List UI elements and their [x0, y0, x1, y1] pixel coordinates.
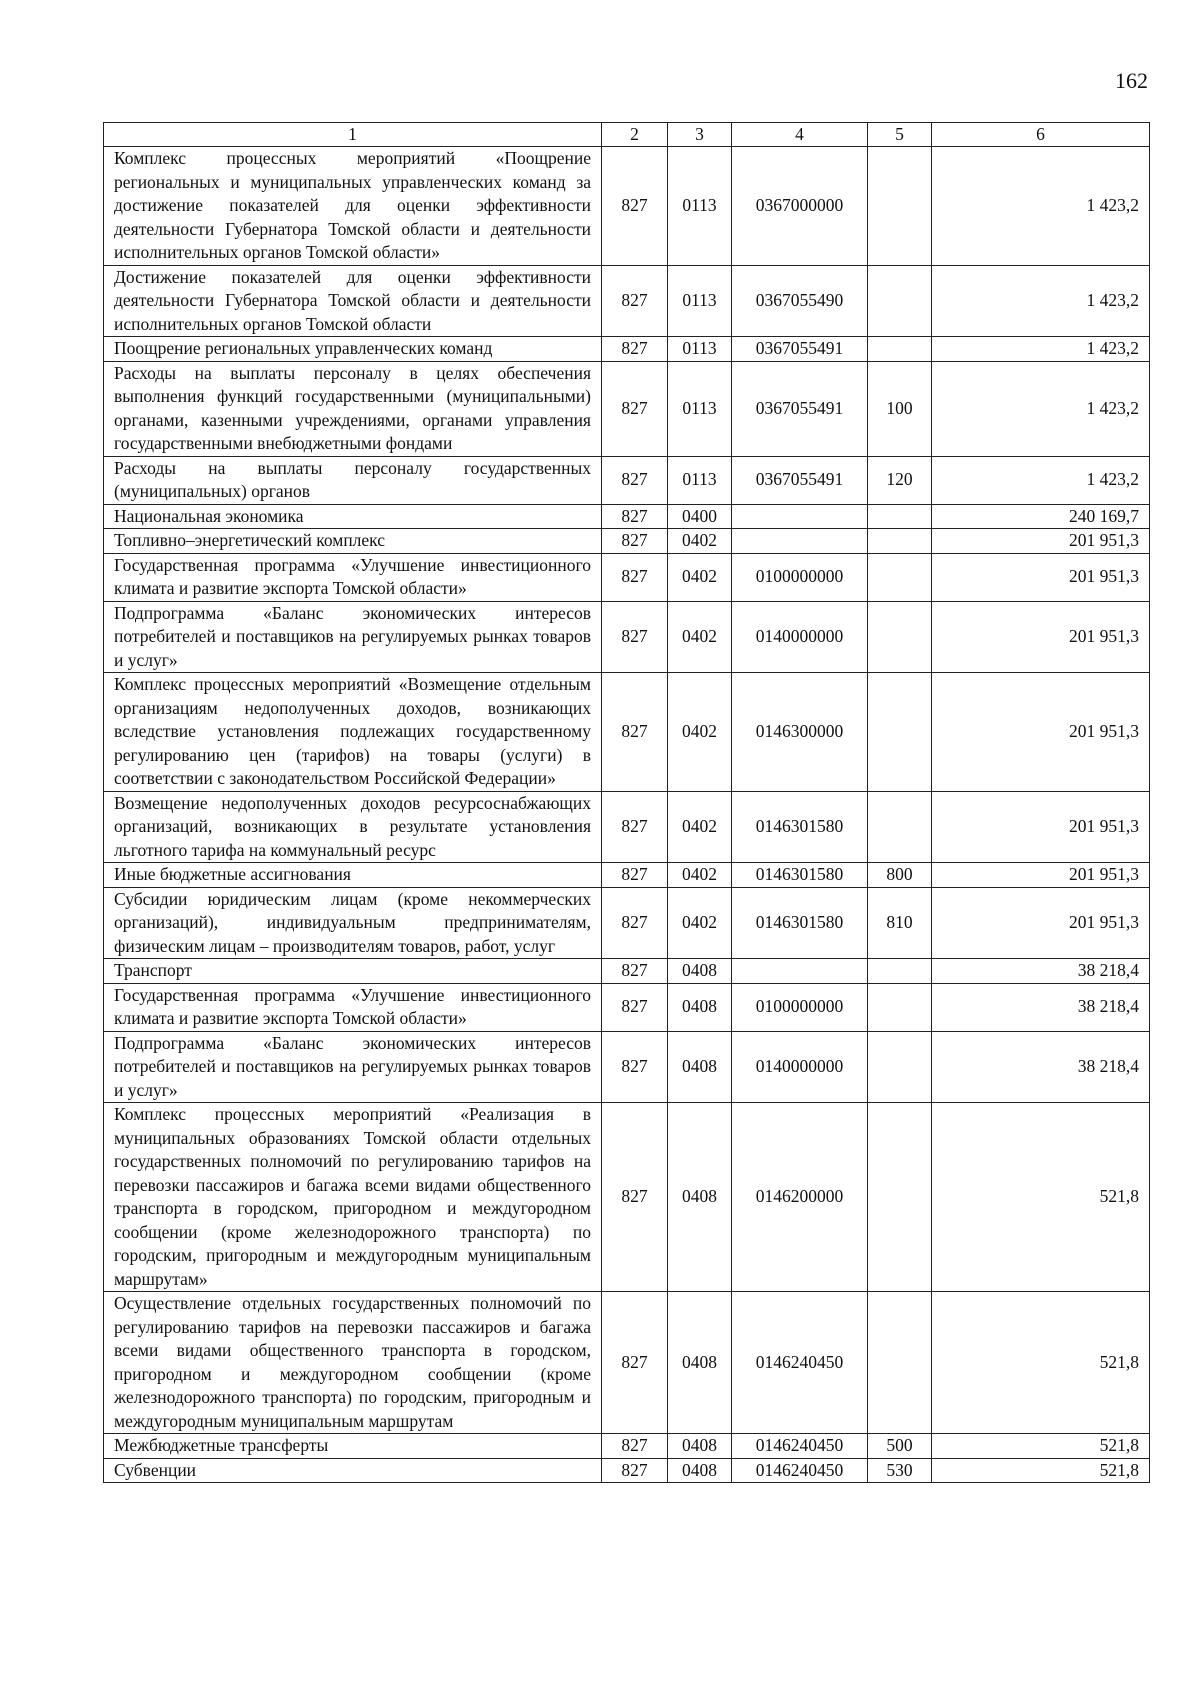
row-expense-type-code: [868, 1031, 932, 1103]
row-target-code: 0367055491: [732, 337, 868, 362]
row-section-code: 0408: [668, 959, 732, 984]
row-description: Достижение показателей для оценки эффективности деятельности Губернатора Томской области и деятельности исполнительных органов Томской области: [104, 265, 602, 337]
row-section-code: 0113: [668, 265, 732, 337]
row-department-code: 827: [602, 1434, 668, 1459]
row-amount: 201 951,3: [932, 601, 1150, 673]
page-number: 162: [1115, 68, 1148, 93]
table-row: [104, 265, 1150, 337]
row-description: Иные бюджетные ассигнования: [104, 863, 602, 888]
row-amount: 1 423,2: [932, 147, 1150, 266]
row-department-code: 827: [602, 1031, 668, 1103]
row-section-code: 0400: [668, 504, 732, 529]
row-description: Государственная программа «Улучшение инвестиционного климата и развитие экспорта Томской области»: [104, 553, 602, 601]
row-section-code: 0402: [668, 863, 732, 888]
row-description: Расходы на выплаты персоналу государственных (муниципальных) органов: [104, 456, 602, 504]
row-amount: 240 169,7: [932, 504, 1150, 529]
row-section-code: 0402: [668, 791, 732, 863]
table-row: [104, 1031, 1150, 1103]
row-department-code: 827: [602, 791, 668, 863]
row-expense-type-code: [868, 504, 932, 529]
table-body: [104, 147, 1150, 1483]
row-amount: 1 423,2: [932, 361, 1150, 456]
row-department-code: 827: [602, 529, 668, 554]
row-description: Комплекс процессных мероприятий «Поощрение региональных и муниципальных управленческих команд за достижение показателей для оценки эффективности деятельности Губернатора Томской области и деятельности исполнительных органов Томской области»: [104, 147, 602, 266]
row-description: Комплекс процессных мероприятий «Возмещение отдельным организациям недополученных доходов, возникающих вследствие установления подлежащих государственному регулированию цен (тарифов) на товары (услуги) в соответствии с законодательством Российской Федерации»: [104, 673, 602, 792]
row-section-code: 0113: [668, 147, 732, 266]
table-row: [104, 1103, 1150, 1292]
row-section-code: 0402: [668, 529, 732, 554]
row-amount: 521,8: [932, 1292, 1150, 1434]
row-description: Подпрограмма «Баланс экономических интересов потребителей и поставщиков на регулируемых рынках товаров и услуг»: [104, 1031, 602, 1103]
row-section-code: 0402: [668, 673, 732, 792]
table-row: [104, 791, 1150, 863]
row-section-code: 0408: [668, 1292, 732, 1434]
row-target-code: 0367055490: [732, 265, 868, 337]
table-row: [104, 673, 1150, 792]
row-amount: 201 951,3: [932, 863, 1150, 888]
table-row: [104, 887, 1150, 959]
row-target-code: 0367055491: [732, 456, 868, 504]
row-target-code: 0146240450: [732, 1292, 868, 1434]
row-section-code: 0113: [668, 361, 732, 456]
row-expense-type-code: [868, 791, 932, 863]
row-description: Государственная программа «Улучшение инвестиционного климата и развитие экспорта Томской области»: [104, 983, 602, 1031]
row-target-code: 0146240450: [732, 1434, 868, 1459]
row-department-code: 827: [602, 265, 668, 337]
row-description: Осуществление отдельных государственных полномочий по регулированию тарифов на перевозки пассажиров и багажа всеми видами общественного транспорта в городском, пригородном и междугородном сообщении (кроме железнодорожного транспорта) по городским, пригородным и междугородным муниципальным маршрутам: [104, 1292, 602, 1434]
row-amount: 201 951,3: [932, 887, 1150, 959]
table-header-row: [104, 123, 1150, 147]
header-cell: 4: [732, 123, 868, 147]
row-description: Транспорт: [104, 959, 602, 984]
row-description: Расходы на выплаты персоналу в целях обеспечения выполнения функций государственными (муниципальными) органами, казенными учреждениями, органами управления государственными внебюджетными фондами: [104, 361, 602, 456]
header-cell: 6: [932, 123, 1150, 147]
row-target-code: 0100000000: [732, 553, 868, 601]
table-row: [104, 1458, 1150, 1483]
row-expense-type-code: 810: [868, 887, 932, 959]
table-row: [104, 147, 1150, 266]
row-amount: 38 218,4: [932, 1031, 1150, 1103]
table-row: [104, 553, 1150, 601]
row-department-code: 827: [602, 673, 668, 792]
row-target-code: 0367055491: [732, 361, 868, 456]
row-expense-type-code: 530: [868, 1458, 932, 1483]
row-target-code: 0146300000: [732, 673, 868, 792]
table-row: [104, 601, 1150, 673]
table-row: [104, 504, 1150, 529]
row-department-code: 827: [602, 863, 668, 888]
row-amount: 38 218,4: [932, 983, 1150, 1031]
table-row: [104, 959, 1150, 984]
table-row: [104, 456, 1150, 504]
row-expense-type-code: [868, 673, 932, 792]
row-amount: 201 951,3: [932, 553, 1150, 601]
row-section-code: 0402: [668, 553, 732, 601]
row-department-code: 827: [602, 553, 668, 601]
row-expense-type-code: 100: [868, 361, 932, 456]
row-description: Субвенции: [104, 1458, 602, 1483]
row-section-code: 0402: [668, 887, 732, 959]
row-description: Подпрограмма «Баланс экономических интересов потребителей и поставщиков на регулируемых рынках товаров и услуг»: [104, 601, 602, 673]
row-department-code: 827: [602, 337, 668, 362]
row-target-code: 0146301580: [732, 863, 868, 888]
row-department-code: 827: [602, 456, 668, 504]
row-description: Межбюджетные трансферты: [104, 1434, 602, 1459]
row-description: Комплекс процессных мероприятий «Реализация в муниципальных образованиях Томской области отдельных государственных полномочий по регулированию тарифов на перевозки пассажиров и багажа всеми видами общественного транспорта в городском, пригородном и междугородном сообщении (кроме железнодорожного транспорта) по городским, пригородным и междугородным муниципальным маршрутам»: [104, 1103, 602, 1292]
row-section-code: 0408: [668, 1434, 732, 1459]
row-amount: 1 423,2: [932, 456, 1150, 504]
row-section-code: 0402: [668, 601, 732, 673]
row-description: Национальная экономика: [104, 504, 602, 529]
row-expense-type-code: [868, 1292, 932, 1434]
row-target-code: 0140000000: [732, 601, 868, 673]
row-target-code: 0140000000: [732, 1031, 868, 1103]
row-target-code: [732, 529, 868, 554]
row-amount: 1 423,2: [932, 337, 1150, 362]
row-target-code: 0146240450: [732, 1458, 868, 1483]
row-expense-type-code: [868, 601, 932, 673]
header-cell: 1: [104, 123, 602, 147]
row-target-code: 0146200000: [732, 1103, 868, 1292]
row-target-code: [732, 959, 868, 984]
row-department-code: 827: [602, 504, 668, 529]
row-expense-type-code: 500: [868, 1434, 932, 1459]
table-row: [104, 983, 1150, 1031]
row-amount: 201 951,3: [932, 673, 1150, 792]
table-row: [104, 1292, 1150, 1434]
row-target-code: [732, 504, 868, 529]
row-expense-type-code: [868, 529, 932, 554]
table-row: [104, 529, 1150, 554]
row-target-code: 0146301580: [732, 791, 868, 863]
row-section-code: 0113: [668, 337, 732, 362]
row-amount: 38 218,4: [932, 959, 1150, 984]
row-amount: 521,8: [932, 1458, 1150, 1483]
row-amount: 521,8: [932, 1434, 1150, 1459]
row-target-code: 0367000000: [732, 147, 868, 266]
row-department-code: 827: [602, 601, 668, 673]
row-description: Топливно–энергетический комплекс: [104, 529, 602, 554]
header-cell: 3: [668, 123, 732, 147]
table-row: [104, 361, 1150, 456]
row-expense-type-code: [868, 147, 932, 266]
row-department-code: 827: [602, 959, 668, 984]
row-department-code: 827: [602, 983, 668, 1031]
row-expense-type-code: 800: [868, 863, 932, 888]
row-description: Субсидии юридическим лицам (кроме некоммерческих организаций), индивидуальным предпринимателям, физическим лицам – производителям товаров, работ, услуг: [104, 887, 602, 959]
row-amount: 201 951,3: [932, 791, 1150, 863]
row-amount: 1 423,2: [932, 265, 1150, 337]
row-department-code: 827: [602, 1458, 668, 1483]
row-expense-type-code: [868, 983, 932, 1031]
row-department-code: 827: [602, 361, 668, 456]
row-target-code: 0100000000: [732, 983, 868, 1031]
row-expense-type-code: [868, 265, 932, 337]
row-expense-type-code: [868, 553, 932, 601]
row-section-code: 0408: [668, 1103, 732, 1292]
header-cell: 2: [602, 123, 668, 147]
row-amount: 201 951,3: [932, 529, 1150, 554]
row-description: Поощрение региональных управленческих команд: [104, 337, 602, 362]
budget-table: [103, 122, 1150, 1483]
table-row: [104, 337, 1150, 362]
row-department-code: 827: [602, 1292, 668, 1434]
table-row: [104, 863, 1150, 888]
row-amount: 521,8: [932, 1103, 1150, 1292]
header-cell: 5: [868, 123, 932, 147]
row-department-code: 827: [602, 1103, 668, 1292]
row-expense-type-code: 120: [868, 456, 932, 504]
row-department-code: 827: [602, 147, 668, 266]
row-expense-type-code: [868, 959, 932, 984]
row-section-code: 0408: [668, 1031, 732, 1103]
row-section-code: 0408: [668, 1458, 732, 1483]
row-target-code: 0146301580: [732, 887, 868, 959]
row-expense-type-code: [868, 337, 932, 362]
row-expense-type-code: [868, 1103, 932, 1292]
row-department-code: 827: [602, 887, 668, 959]
row-description: Возмещение недополученных доходов ресурсоснабжающих организаций, возникающих в результате установления льготного тарифа на коммунальный ресурс: [104, 791, 602, 863]
table-row: [104, 1434, 1150, 1459]
row-section-code: 0408: [668, 983, 732, 1031]
row-section-code: 0113: [668, 456, 732, 504]
